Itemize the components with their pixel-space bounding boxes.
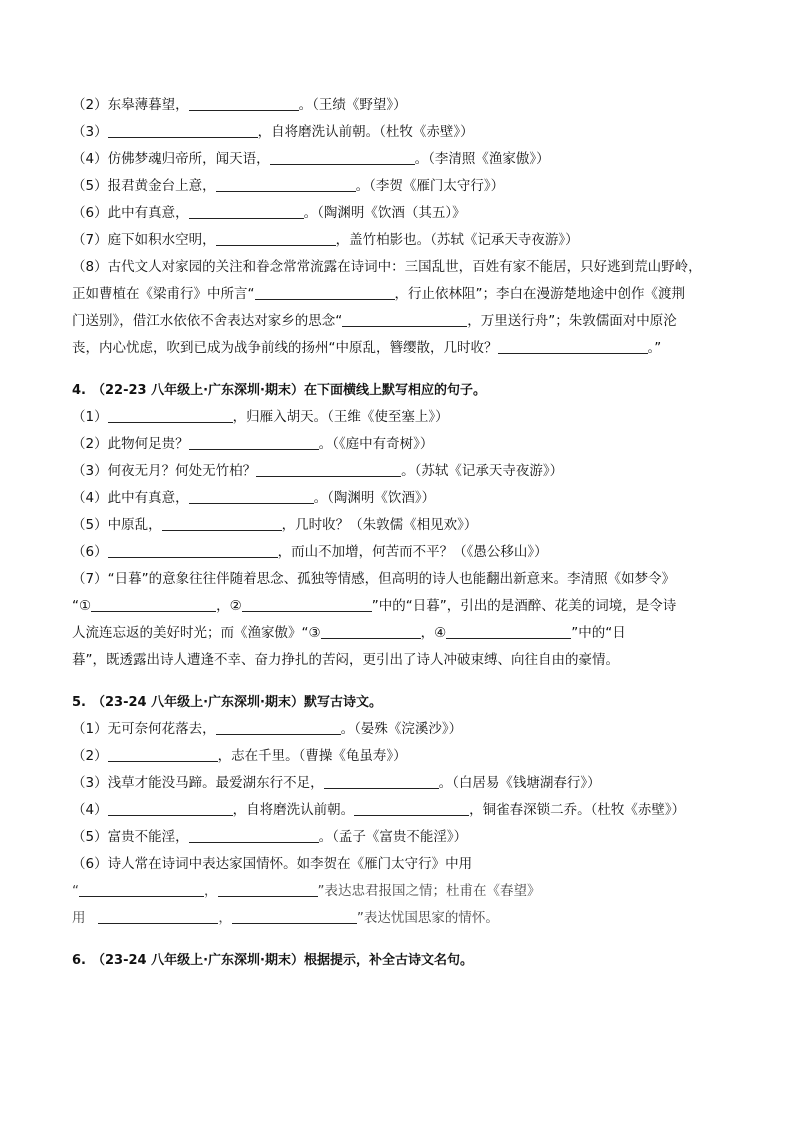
answer-blank[interactable] — [446, 623, 571, 639]
q4-item-7-line4: 暮”，既透露出诗人遭逢不幸、奋力挣扎的苦闷，更引出了诗人冲破束缚、向往自由的豪情。 — [72, 652, 619, 668]
q3-item-5: （5）报君黄金台上意， 。（李贺《雁门太守行》） — [72, 178, 505, 194]
document-page — [72, 92, 732, 974]
q4-item-7-line1: （7）“日暮”的意象往往伴随着思念、孤独等情感，但高明的诗人也能翻出新意来。李清照《如梦令》 — [72, 571, 676, 587]
answer-blank[interactable] — [218, 881, 318, 897]
q5-item-6-line1: （6）诗人常在诗词中表达家国情怀。如李贺在《雁门太守行》中用 — [72, 856, 473, 872]
answer-blank[interactable] — [242, 596, 372, 612]
answer-blank[interactable] — [108, 800, 233, 816]
answer-blank[interactable] — [354, 800, 469, 816]
q4-item-5: （5）中原乱， ，几时收？（朱敦儒《相见欢》） — [72, 517, 478, 533]
q3-item-8-line3: 门送别》，借江水依依不舍表达对家乡的思念“ ，万里送行舟”；朱敦儒面对中原沦 — [72, 313, 677, 329]
answer-blank[interactable] — [255, 284, 395, 300]
q3-item-8-line4: 丧，内心忧虑，吹到已成为战争前线的扬州“中原乱，簪缨散，几时收？ 。” — [72, 340, 662, 356]
answer-blank[interactable] — [79, 881, 204, 897]
answer-blank[interactable] — [189, 434, 319, 450]
question-5-heading: 5. （23-24 八年级上·广东深圳·期末）默写古诗文。 — [72, 695, 382, 710]
answer-blank[interactable] — [189, 827, 319, 843]
answer-blank[interactable] — [108, 122, 258, 138]
q4-item-1: （1） ，归雁入胡天。（王维《使至塞上》） — [72, 409, 449, 425]
answer-blank[interactable] — [189, 488, 314, 504]
q5-item-6-line3: 用 ， ”表达忧国思家的情怀。 — [72, 910, 499, 926]
answer-blank[interactable] — [189, 95, 299, 111]
answer-blank[interactable] — [342, 311, 467, 327]
q5-item-4: （4） ，自将磨洗认前朝。 ，铜雀春深锁二乔。（杜牧《赤壁》） — [72, 802, 686, 818]
q4-item-7-line3: 人流连忘返的美好时光；而《渔家傲》“③ ，④ ”中的“日 — [72, 625, 626, 641]
answer-blank[interactable] — [91, 596, 216, 612]
q5-item-5: （5）富贵不能淫， 。（孟子《富贵不能淫》） — [72, 829, 468, 845]
answer-blank[interactable] — [216, 719, 341, 735]
answer-blank[interactable] — [324, 773, 439, 789]
q3-item-7: （7）庭下如积水空明， ，盖竹柏影也。（苏轼《记承天寺夜游》） — [72, 232, 579, 248]
q5-item-1: （1）无可奈何花落去， 。（晏殊《浣溪沙》） — [72, 721, 463, 737]
answer-blank[interactable] — [216, 230, 336, 246]
answer-blank[interactable] — [216, 176, 356, 192]
answer-blank[interactable] — [498, 338, 648, 354]
q3-item-3: （3） ，自将磨洗认前朝。（杜牧《赤壁》） — [72, 124, 474, 140]
question-6-heading: 6. （23-24 八年级上·广东深圳·期末）根据提示，补全古诗文名句。 — [72, 953, 473, 968]
q4-item-2: （2）此物何足贵？ 。（《庭中有奇树》） — [72, 436, 434, 452]
question-4-heading: 4. （22-23 八年级上·广东深圳·期末）在下面横线上默写相应的句子。 — [72, 383, 486, 398]
q5-item-2: （2） ，志在千里。（曹操《龟虽寿》） — [72, 748, 407, 764]
q4-item-6: （6） ，而山不加增，何苦而不平？（《愚公移山》） — [72, 544, 548, 560]
answer-blank[interactable] — [256, 461, 401, 477]
answer-blank[interactable] — [232, 908, 357, 924]
q4-item-4: （4）此中有真意， 。（陶渊明《饮酒》） — [72, 490, 436, 506]
answer-blank[interactable] — [108, 746, 218, 762]
q3-item-4: （4）仿佛梦魂归帝所，闻天语， 。（李清照《渔家傲》） — [72, 151, 550, 167]
q5-item-6-line2: “ ， ”表达忠君报国之情；杜甫在《春望》 — [72, 883, 541, 899]
answer-blank[interactable] — [321, 623, 421, 639]
q3-item-6: （6）此中有真意， 。（陶渊明《饮酒（其五）》 — [72, 205, 466, 221]
answer-blank[interactable] — [108, 407, 233, 423]
answer-blank[interactable] — [108, 542, 278, 558]
q4-item-3: （3）何夜无月？何处无竹柏？ 。（苏轼《记承天寺夜游》） — [72, 463, 564, 479]
q5-item-3: （3）浅草才能没马蹄。最爱湖东行不足， 。（白居易《钱塘湖春行》） — [72, 775, 601, 791]
answer-blank[interactable] — [270, 149, 415, 165]
answer-blank[interactable] — [162, 515, 282, 531]
q3-item-8-line2: 正如曹植在《梁甫行》中所言“ ，行止依林阻”；李白在漫游楚地途中创作《渡荆 — [72, 286, 685, 302]
answer-blank[interactable] — [189, 203, 304, 219]
q3-item-2: （2）东皋薄暮望， 。（王绩《野望》） — [72, 97, 407, 113]
answer-blank[interactable] — [98, 908, 218, 924]
q4-item-7-line2: “① ，② ”中的“日暮”，引出的是酒醉、花美的词境，是令诗 — [72, 598, 677, 614]
q3-item-8-line1: （8）古代文人对家园的关注和眷念常常流露在诗词中：三国乱世，百姓有家不能居，只好逃到荒山野岭， — [72, 259, 702, 275]
